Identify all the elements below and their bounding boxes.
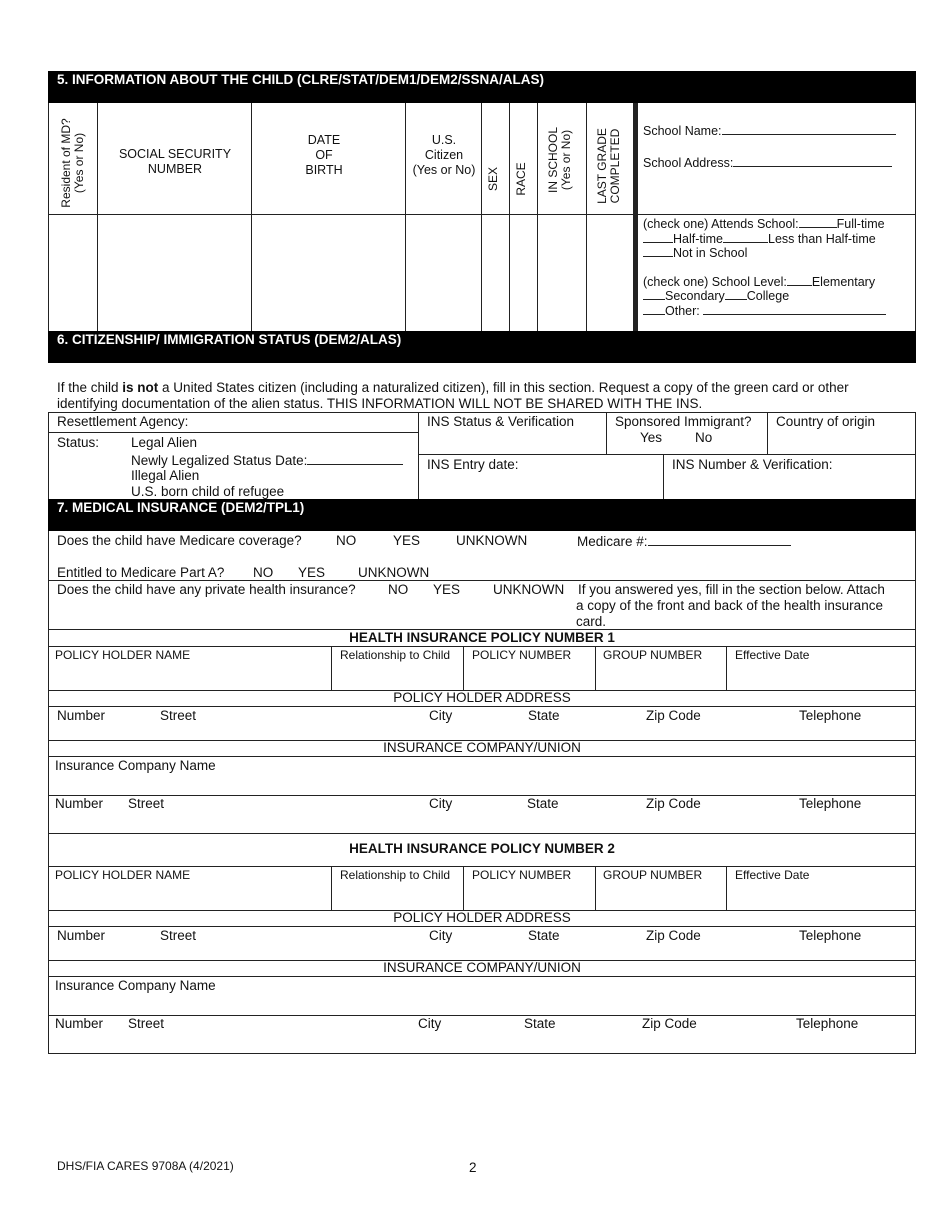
us-born-option[interactable]: U.S. born child of refugee: [131, 484, 285, 499]
section-5-header: 5. INFORMATION ABOUT THE CHILD (CLRE/STAT/DEM1/DEM2/SSNA/ALAS): [48, 71, 916, 103]
other-field[interactable]: [703, 302, 886, 315]
halftime-check[interactable]: [643, 230, 673, 243]
newly-legalized-option[interactable]: Newly Legalized Status Date:: [131, 452, 403, 469]
p1-effective-date-label: Effective Date: [735, 648, 810, 662]
col-divider: [331, 646, 332, 690]
col-divider: [586, 103, 587, 332]
form-id: DHS/FIA CARES 9708A (4/2021): [57, 1159, 234, 1173]
college-check[interactable]: [725, 287, 747, 300]
p1-group-number-label: GROUP NUMBER: [603, 648, 703, 662]
p1-addr-street: Street: [160, 708, 197, 723]
section-7-header: 7. MEDICAL INSURANCE (DEM2/TPL1): [48, 499, 916, 531]
row-divider: [48, 795, 916, 796]
legal-alien-option[interactable]: Legal Alien: [131, 435, 198, 450]
col-race-header: RACE: [514, 162, 528, 196]
col-resident-header: Resident of MD? (Yes or No): [59, 118, 86, 208]
row-divider: [48, 706, 916, 707]
row-divider: [48, 866, 916, 867]
medicare-number-field[interactable]: [648, 533, 791, 546]
p2-co-state: State: [524, 1016, 556, 1031]
row-divider: [48, 1015, 916, 1016]
row-divider: [48, 756, 916, 757]
p2-addr-zip: Zip Code: [646, 928, 701, 943]
part-a-no[interactable]: NO: [253, 565, 274, 580]
medicare-number-label: Medicare #:: [577, 533, 791, 550]
part-a-unknown[interactable]: UNKNOWN: [358, 565, 430, 580]
col-divider: [595, 646, 596, 690]
ins-entry-label: INS Entry date:: [427, 457, 519, 472]
policy-2-title: HEALTH INSURANCE POLICY NUMBER 2: [349, 841, 615, 856]
p2-addr-city: City: [429, 928, 453, 943]
col-divider: [726, 646, 727, 690]
p2-company-title: INSURANCE COMPANY/UNION: [383, 960, 581, 975]
private-note-1: If you answered yes, fill in the section below. Attach: [578, 582, 885, 597]
frame-right: [915, 103, 916, 332]
elementary-check[interactable]: [787, 273, 812, 286]
row-divider: [48, 926, 916, 927]
p1-co-street: Street: [128, 796, 165, 811]
frame-left: [48, 412, 49, 500]
p1-holder-name-label: POLICY HOLDER NAME: [55, 648, 191, 662]
p1-co-telephone: Telephone: [799, 796, 862, 811]
private-yes[interactable]: YES: [433, 582, 461, 597]
school-address-label: School Address:: [643, 154, 892, 171]
school-address-field[interactable]: [733, 154, 892, 167]
p2-relationship-label: Relationship to Child: [340, 868, 451, 882]
p1-co-zip: Zip Code: [646, 796, 701, 811]
col-dob-header: DATE OF BIRTH: [305, 133, 343, 177]
p2-addr-number: Number: [57, 928, 106, 943]
col-grade-header: LAST GRADE COMPLETED: [595, 128, 622, 204]
p2-company-name-label: Insurance Company Name: [55, 978, 216, 993]
frame-right: [915, 412, 916, 500]
col-sex-header: SEX: [486, 167, 500, 192]
p1-company-name-label: Insurance Company Name: [55, 758, 216, 773]
row-divider: [48, 976, 916, 977]
part-a-question: Entitled to Medicare Part A?: [57, 565, 225, 580]
p1-co-state: State: [527, 796, 559, 811]
p1-policy-number-label: POLICY NUMBER: [472, 648, 572, 662]
private-note-2: a copy of the front and back of the health insurance: [576, 598, 883, 613]
row-divider: [48, 833, 916, 834]
col-divider: [606, 412, 607, 455]
p2-policy-number-label: POLICY NUMBER: [472, 868, 572, 882]
not-in-school-check[interactable]: [643, 244, 673, 257]
country-label: Country of origin: [776, 414, 876, 429]
resettlement-label: Resettlement Agency:: [57, 414, 189, 429]
p1-holder-address-title: POLICY HOLDER ADDRESS: [393, 690, 571, 705]
medicare-no[interactable]: NO: [336, 533, 357, 548]
p1-co-city: City: [429, 796, 453, 811]
p2-group-number-label: GROUP NUMBER: [603, 868, 703, 882]
private-no[interactable]: NO: [388, 582, 409, 597]
col-divider: [463, 646, 464, 690]
col-divider: [595, 866, 596, 910]
p1-co-number: Number: [55, 796, 104, 811]
sec6-intro-line1: If the child is not a United States citizen (including a naturalized citizen), fill in this section. Request a copy of the green card or other: [57, 380, 849, 395]
attends-line-1: (check one) Attends School: Full-time: [643, 217, 885, 231]
col-divider: [509, 103, 510, 332]
p1-addr-telephone: Telephone: [799, 708, 862, 723]
frame-left: [48, 103, 49, 332]
col-divider: [331, 866, 332, 910]
col-divider-thick: [633, 103, 638, 332]
col-divider: [537, 103, 538, 332]
level-line-3: Other:: [643, 302, 886, 319]
ins-number-label: INS Number & Verification:: [672, 457, 833, 472]
medicare-unknown[interactable]: UNKNOWN: [456, 533, 528, 548]
private-note-3: card.: [576, 614, 607, 629]
school-name-field[interactable]: [722, 122, 896, 135]
col-divider: [418, 412, 419, 500]
p2-addr-telephone: Telephone: [799, 928, 862, 943]
attends-line-3: Not in School: [643, 244, 747, 261]
sponsored-no[interactable]: No: [695, 430, 713, 445]
col-ssn-header: SOCIAL SECURITY NUMBER: [118, 147, 232, 176]
p2-co-number: Number: [55, 1016, 104, 1031]
secondary-check[interactable]: [643, 287, 665, 300]
p2-holder-address-title: POLICY HOLDER ADDRESS: [393, 910, 571, 925]
p1-addr-number: Number: [57, 708, 106, 723]
row-divider: [418, 454, 916, 455]
private-insurance-question: Does the child have any private health insurance?: [57, 582, 356, 597]
status-label: Status:: [57, 435, 100, 450]
p1-addr-city: City: [429, 708, 453, 723]
p2-effective-date-label: Effective Date: [735, 868, 810, 882]
p1-company-title: INSURANCE COMPANY/UNION: [383, 740, 581, 755]
p2-holder-name-label: POLICY HOLDER NAME: [55, 868, 191, 882]
medicare-yes[interactable]: YES: [393, 533, 421, 548]
part-a-yes[interactable]: YES: [298, 565, 326, 580]
row-divider: [48, 412, 916, 413]
p2-co-city: City: [418, 1016, 442, 1031]
fulltime-check[interactable]: [799, 215, 837, 228]
col-divider: [767, 412, 768, 455]
p2-co-zip: Zip Code: [642, 1016, 697, 1031]
row-divider: [48, 646, 916, 647]
policy-1-title: HEALTH INSURANCE POLICY NUMBER 1: [349, 630, 615, 645]
sec6-intro-line2: identifying documentation of the alien status. THIS INFORMATION WILL NOT BE SHARED WITH THE INS.: [57, 396, 703, 411]
less-halftime-check[interactable]: [723, 230, 768, 243]
frame-bottom: [48, 1053, 916, 1054]
p2-addr-street: Street: [160, 928, 197, 943]
other-check[interactable]: [643, 302, 665, 315]
col-divider: [251, 103, 252, 332]
level-line-2: Secondary College: [643, 287, 789, 304]
col-divider: [726, 866, 727, 910]
col-citizen-header: U.S. Citizen (Yes or No): [412, 133, 476, 177]
col-divider: [463, 866, 464, 910]
row-divider: [48, 432, 418, 433]
section-6-header: 6. CITIZENSHIP/ IMMIGRATION STATUS (DEM2/ALAS): [48, 331, 916, 363]
ins-status-label: INS Status & Verification: [427, 414, 575, 429]
school-name-label: School Name:: [643, 122, 896, 139]
p2-addr-state: State: [528, 928, 560, 943]
col-divider: [663, 454, 664, 500]
col-divider: [97, 103, 98, 332]
page-number: 2: [469, 1160, 477, 1175]
level-line-1: (check one) School Level: Elementary: [643, 275, 876, 289]
private-unknown[interactable]: UNKNOWN: [493, 582, 565, 597]
legalized-date-field[interactable]: [307, 452, 403, 465]
p1-relationship-label: Relationship to Child: [340, 648, 451, 662]
row-divider: [48, 580, 916, 581]
col-inschool-header: IN SCHOOL (Yes or No): [546, 127, 573, 194]
attends-line-2: Half-time Less than Half-time: [643, 230, 876, 247]
p1-addr-state: State: [528, 708, 560, 723]
sponsored-yes[interactable]: Yes: [640, 430, 663, 445]
illegal-alien-option[interactable]: Illegal Alien: [131, 468, 200, 483]
p1-addr-zip: Zip Code: [646, 708, 701, 723]
p2-co-street: Street: [128, 1016, 165, 1031]
medicare-question: Does the child have Medicare coverage?: [57, 533, 302, 548]
sponsored-label: Sponsored Immigrant?: [615, 414, 752, 429]
p2-co-telephone: Telephone: [796, 1016, 859, 1031]
